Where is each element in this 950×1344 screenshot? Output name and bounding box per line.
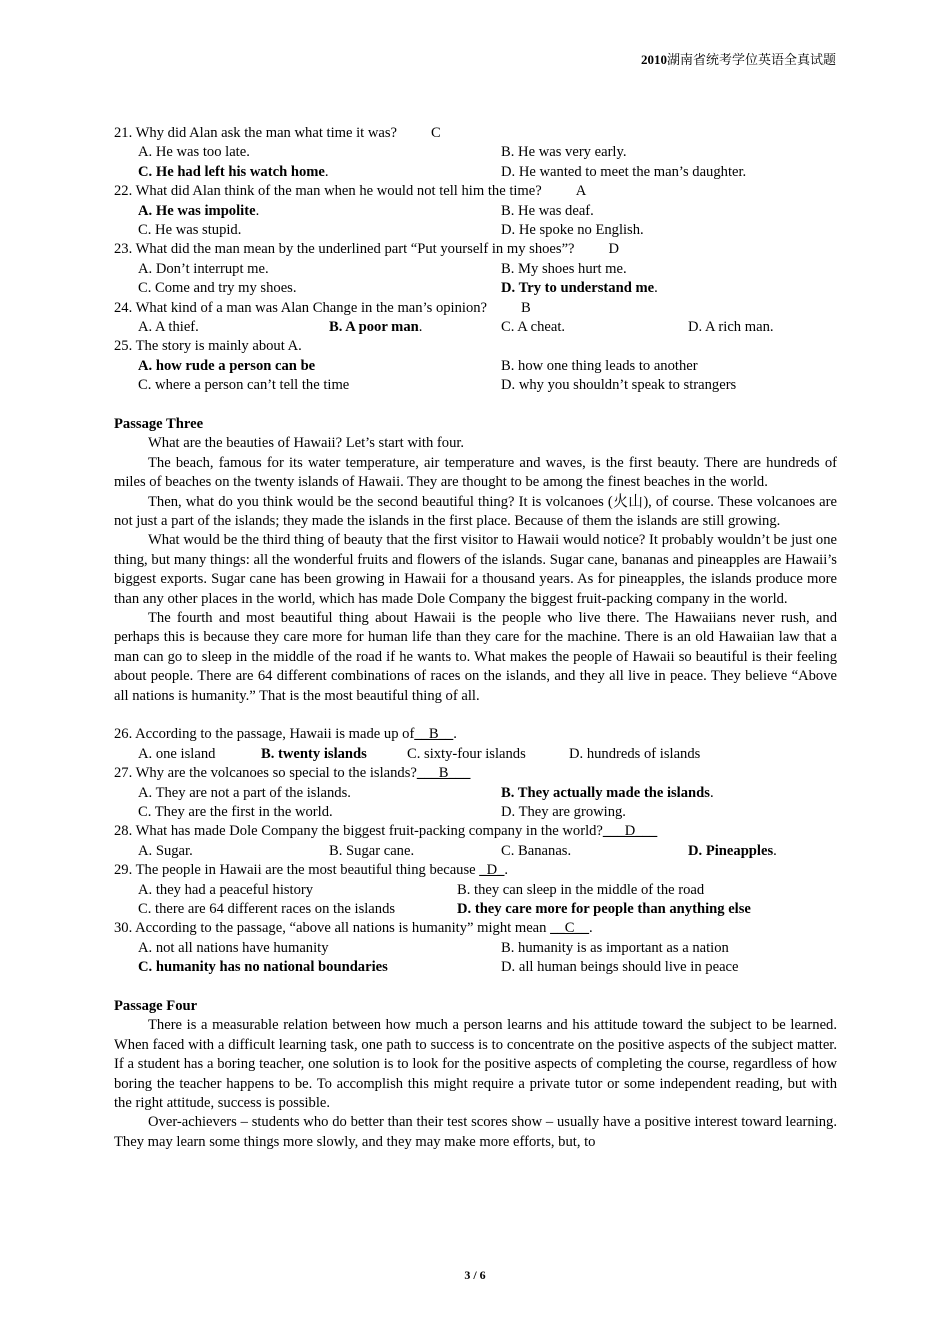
question-29-stem: 29. The people in Hawaii are the most beautiful thing because _D_. <box>114 862 509 879</box>
option-b: B. how one thing leads to another <box>501 357 698 374</box>
question-27-options-1: A. They are not a part of the islands. B. They actually made the islands. <box>114 784 837 803</box>
option-d: D. hundreds of islands <box>569 745 701 762</box>
passage-three-paragraph: What are the beauties of Hawaii? Let’s start with four. <box>148 435 465 452</box>
question-25-options-2 <box>114 376 837 395</box>
question-28-options: A. Sugar. B. Sugar cane. C. Bananas. D. Pineapples. <box>114 842 837 861</box>
option-d-correct: D. Pineapples <box>688 842 774 859</box>
question-25-options-1 <box>114 357 837 376</box>
answer-blank: __B__ <box>414 726 454 743</box>
option-a: A. Don’t interrupt me. <box>138 260 269 277</box>
passage-four-paragraph: There is a measurable relation between how much a person learns and his attitude toward the subject to be learned. When faced with a difficult learning task, one path to success is to concentrate on the positive aspects of the subject matter. If a student has a boring teacher, one solution is to look for the positive aspects of completing the course, regardless of how boring the teacher happens to be. To accomplish this might require a private tutor or some independent reading, but with the right attitude, success is possible. <box>114 1017 837 1111</box>
option-c-correct: C. humanity has no national boundaries <box>138 959 388 976</box>
page-content <box>114 124 837 1152</box>
answer-key: B <box>521 299 531 316</box>
option-c: C. Come and try my shoes. <box>138 280 297 297</box>
question-21-stem: 21. Why did Alan ask the man what time it was? C <box>114 125 441 141</box>
answer-blank: __C__ <box>550 920 590 937</box>
passage-three-paragraph: The fourth and most beautiful thing about Hawaii is the people who live there. The Hawaiians never rush, and perhaps this is because they care more for human life than they care for the machine. There is an old Hawaiian law that a man can go to sleep in the middle of the road if he wants to. What makes the people of Hawaii so beautiful is their feeling about people. There are 64 different combinations of races on the islands, and they all live in peace. They believe “Above all nations is humanity.” That is the most beautiful thing of all. <box>114 610 837 704</box>
question-26-options <box>114 745 837 764</box>
page-header <box>641 49 836 68</box>
question-22-options-2 <box>114 221 837 240</box>
option-d: D. why you shouldn’t speak to strangers <box>501 377 737 394</box>
answer-key: D <box>608 241 620 258</box>
question-22-stem: 22. What did Alan think of the man when he would not tell him the time? A <box>114 183 587 200</box>
answer-blank: ___D___ <box>602 823 658 840</box>
option-a: A. one island <box>138 745 216 762</box>
option-c: C. there are 64 different races on the islands <box>138 901 396 917</box>
option-c-correct: C. He had left his watch home <box>138 163 325 180</box>
option-b: B. He was very early. <box>501 144 627 161</box>
question-29-options-2 <box>114 900 837 919</box>
option-c: C. where a person can’t tell the time <box>138 377 350 394</box>
answer-key: A <box>575 183 587 200</box>
question-23-options-2: C. Come and try my shoes. D. Try to understand me. <box>114 279 837 298</box>
question-27-options-2 <box>114 803 837 822</box>
option-b: B. humanity is as important as a nation <box>501 939 729 956</box>
option-a: A. They are not a part of the islands. <box>138 784 351 801</box>
passage-four-title: Passage Four <box>114 997 198 1014</box>
question-30-options-1 <box>114 939 837 958</box>
passage-three-paragraph: Then, what do you think would be the second beautiful thing? It is volcanoes (火山), of course. These volcanoes are not just a part of the islands; they made the islands in the first place. Because of them the islands are still growing. <box>114 493 837 529</box>
option-a-correct: A. He was impolite <box>138 202 256 219</box>
answer-blank: _D_ <box>479 862 505 879</box>
question-26-stem: 26. According to the passage, Hawaii is made up of__B__. <box>114 726 457 743</box>
option-b-correct: B. twenty islands <box>261 745 367 762</box>
header-title: 湖南省统考学位英语全真试题 <box>666 52 836 67</box>
option-b: B. they can sleep in the middle of the road <box>457 881 705 898</box>
option-d: D. They are growing. <box>501 804 626 821</box>
question-27-stem: 27. Why are the volcanoes so special to the islands?___B___ <box>114 765 471 782</box>
question-22-options-1: A. He was impolite. B. He was deaf. <box>114 202 837 221</box>
passage-four-paragraph: Over-achievers – students who do better than their test scores show – usually have a positive interest toward learning. They may learn some things more slowly, and they may make more efforts, but, to <box>114 1114 837 1150</box>
option-b-correct: B. A poor man <box>329 318 419 335</box>
option-d: D. A rich man. <box>688 318 774 335</box>
option-b: B. My shoes hurt me. <box>501 260 627 277</box>
option-d-correct: D. they care more for people than anything else <box>457 901 751 917</box>
option-c: C. They are the first in the world. <box>138 804 333 821</box>
passage-three-paragraph: The beach, famous for its water temperature, air temperature and waves, is the first beauty. There are hundreds of miles of beaches on the twenty islands of Hawaii. They are thought to be among the finest beaches in the world. <box>114 454 837 491</box>
header-year: 2010 <box>640 52 667 67</box>
question-24-stem: 24. What kind of a man was Alan Change in the man’s opinion? B <box>114 299 531 316</box>
option-c: C. A cheat. <box>501 318 566 335</box>
option-a: A. He was too late. <box>138 144 250 161</box>
question-29-options-1 <box>114 881 837 900</box>
question-23-options-1 <box>114 260 837 279</box>
option-a-correct: A. how rude a person can be <box>138 357 316 374</box>
option-d-correct: D. Try to understand me <box>501 280 655 297</box>
question-21-options-2: C. He had left his watch home. D. He wanted to meet the man’s daughter. <box>114 163 837 182</box>
option-a: A. not all nations have humanity <box>138 939 329 956</box>
option-d: D. He spoke no English. <box>501 221 644 238</box>
option-a: A. Sugar. <box>138 842 193 859</box>
answer-blank: ___B___ <box>416 765 471 782</box>
question-23-stem: 23. What did the man mean by the underlined part “Put yourself in my shoes”? D <box>114 241 620 258</box>
answer-key: C <box>431 125 441 141</box>
question-25-stem: 25. The story is mainly about A. <box>114 338 302 355</box>
question-30-options-2 <box>114 958 837 977</box>
option-a: A. A thief. <box>138 318 199 335</box>
option-d: D. all human beings should live in peace <box>501 959 739 976</box>
option-c: C. sixty-four islands <box>407 745 526 762</box>
option-a: A. they had a peaceful history <box>138 881 314 898</box>
page-number: 3 / 6 <box>464 1268 486 1282</box>
question-28-stem: 28. What has made Dole Company the biggest fruit-packing company in the world?___D___ <box>114 823 658 840</box>
question-30-stem: 30. According to the passage, “above all nations is humanity” might mean __C__. <box>114 920 593 937</box>
passage-three-title: Passage Three <box>114 415 204 432</box>
option-b: B. Sugar cane. <box>329 842 415 859</box>
question-24-options: A. A thief. B. A poor man. C. A cheat. D. A rich man. <box>114 318 837 337</box>
option-b-correct: B. They actually made the islands <box>501 784 710 801</box>
option-b: B. He was deaf. <box>501 202 594 219</box>
option-c: C. He was stupid. <box>138 221 242 238</box>
option-c: C. Bananas. <box>501 842 572 859</box>
question-21-options-1 <box>114 143 837 162</box>
option-d: D. He wanted to meet the man’s daughter. <box>501 163 747 180</box>
passage-three-paragraph: What would be the third thing of beauty that the first visitor to Hawaii would notice? It probably wouldn’t be just one thing, but many things: all the wonderful fruits and flowers of the islands. Sugar cane, bananas and pineapples are Hawaii’s biggest exports. Sugar cane has been growing in Hawaii for a thousand years. As for pineapples, the islands produce more than any other places in the world, which has made Dole Company the biggest fruit-packing company in the world. <box>114 532 837 607</box>
